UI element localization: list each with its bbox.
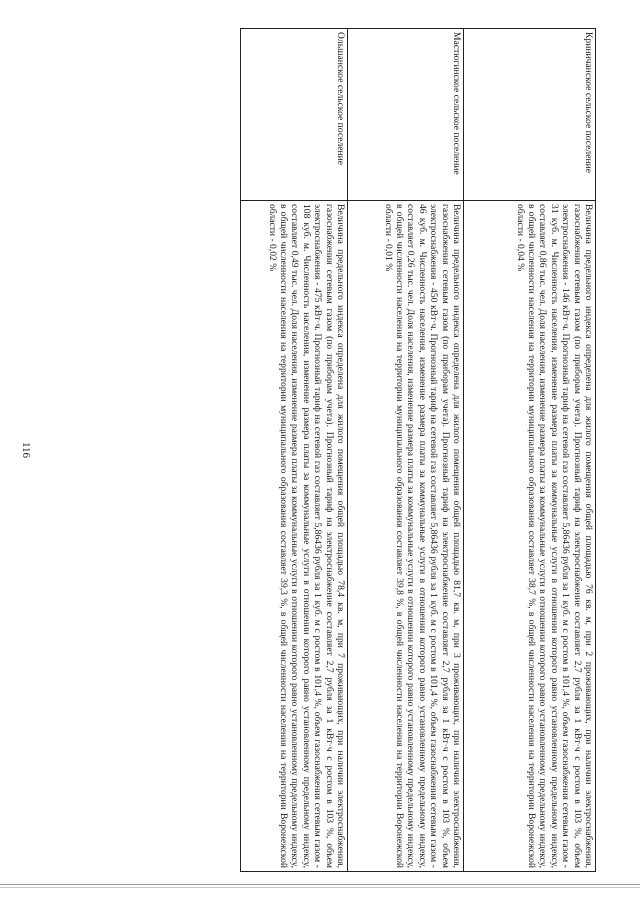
- settlement-name: Ольшанское сельское поселение: [241, 29, 348, 201]
- settlement-name: Криничанское сельское поселение: [464, 29, 596, 201]
- scan-edge-line: [0, 887, 640, 888]
- index-description: Величина предельного индекса определена для жилого помещения общей площадью 78,4 кв. м, при 7 проживающих, при наличии электроснабжения, газоснабжения сетевым газом (по приборам учета). Прогнозный тариф на электроснабжение составляет 2,7 рубля за 1 кВт·ч с ростом в 103 %, объем электроснабжения - 475 кВт·ч. Прогнозный тариф на сетевой газ составляет 5,86436 рубля за 1 куб. м с ростом в 101,4 %, объем газоснабжения сетевым газом - 108 куб. м. Численность населения, изменение размера платы за коммунальные услуги в отношении которого равно установленному предельному индексу, составляет 0,49 тыс. чел. Доля населения, изменение размера платы за коммунальные услуги в отношении которого равно установленному предельному индексу, в общей численности населения на территории муниципального образования составляет 39,3 %, в общей численности населения на территории Воронежской области - 0,02 %: [241, 201, 348, 872]
- rotated-page-content: [241, 28, 596, 872]
- table-row: [241, 29, 348, 872]
- index-description: Величина предельного индекса определена для жилого помещения общей площадью 81,7 кв. м, при 3 проживающих, при наличии электроснабжения, газоснабжения сетевым газом (по приборам учета). Прогнозный тариф на электроснабжение составляет 2,7 рубля за 1 кВт·ч с ростом в 103 %, объем электроснабжения - 450 кВт·ч. Прогнозный тариф на сетевой газ составляет 5,86436 рубля за 1 куб. м с ростом в 101,4 %, объем газоснабжения сетевым газом - 46 куб. м. Численность населения, изменение размера платы за коммунальные услуги в отношении которого равно установленному предельному индексу, составляет 0,26 тыс. чел. Доля населения, изменение размера платы за коммунальные услуги в отношении которого равно установленному предельному индексу, в общей численности населения на территории муниципального образования составляет 39,8 %, в общей численности населения на территории Воронежской области - 0,01 %: [348, 201, 464, 872]
- settlement-name: Мастюгинское сельское поселение: [348, 29, 464, 201]
- index-description: Величина предельного индекса определена для жилого помещения общей площадью 76 кв. м, при 2 проживающих, при наличии электроснабжения, газоснабжения сетевым газом (по приборам учета). Прогнозный тариф на электроснабжение составляет 2,7 рубля за 1 кВт·ч с ростом в 103 %, объем электроснабжения - 146 кВт·ч. Прогнозный тариф на сетевой газ составляет 5,86436 рубля за 1 куб. м с ростом в 101,4 %, объем газоснабжения сетевым газом - 31 куб. м. Численность населения, изменение размера платы за коммунальные услуги в отношении которого равно установленному предельному индексу, составляет 0,86 тыс. чел. Доля населения, изменение размера платы за коммунальные услуги в отношении которого равно установленному предельному индексу, в общей численности населения на территории муниципального образования составляет 38,7 %, в общей численности населения на территории Воронежской области - 0,04 %: [464, 201, 596, 872]
- table-row: [348, 29, 464, 872]
- scan-edge-line: [0, 884, 640, 885]
- table-row: [464, 29, 596, 872]
- page-number: 116: [20, 441, 32, 459]
- settlements-table: [240, 28, 596, 872]
